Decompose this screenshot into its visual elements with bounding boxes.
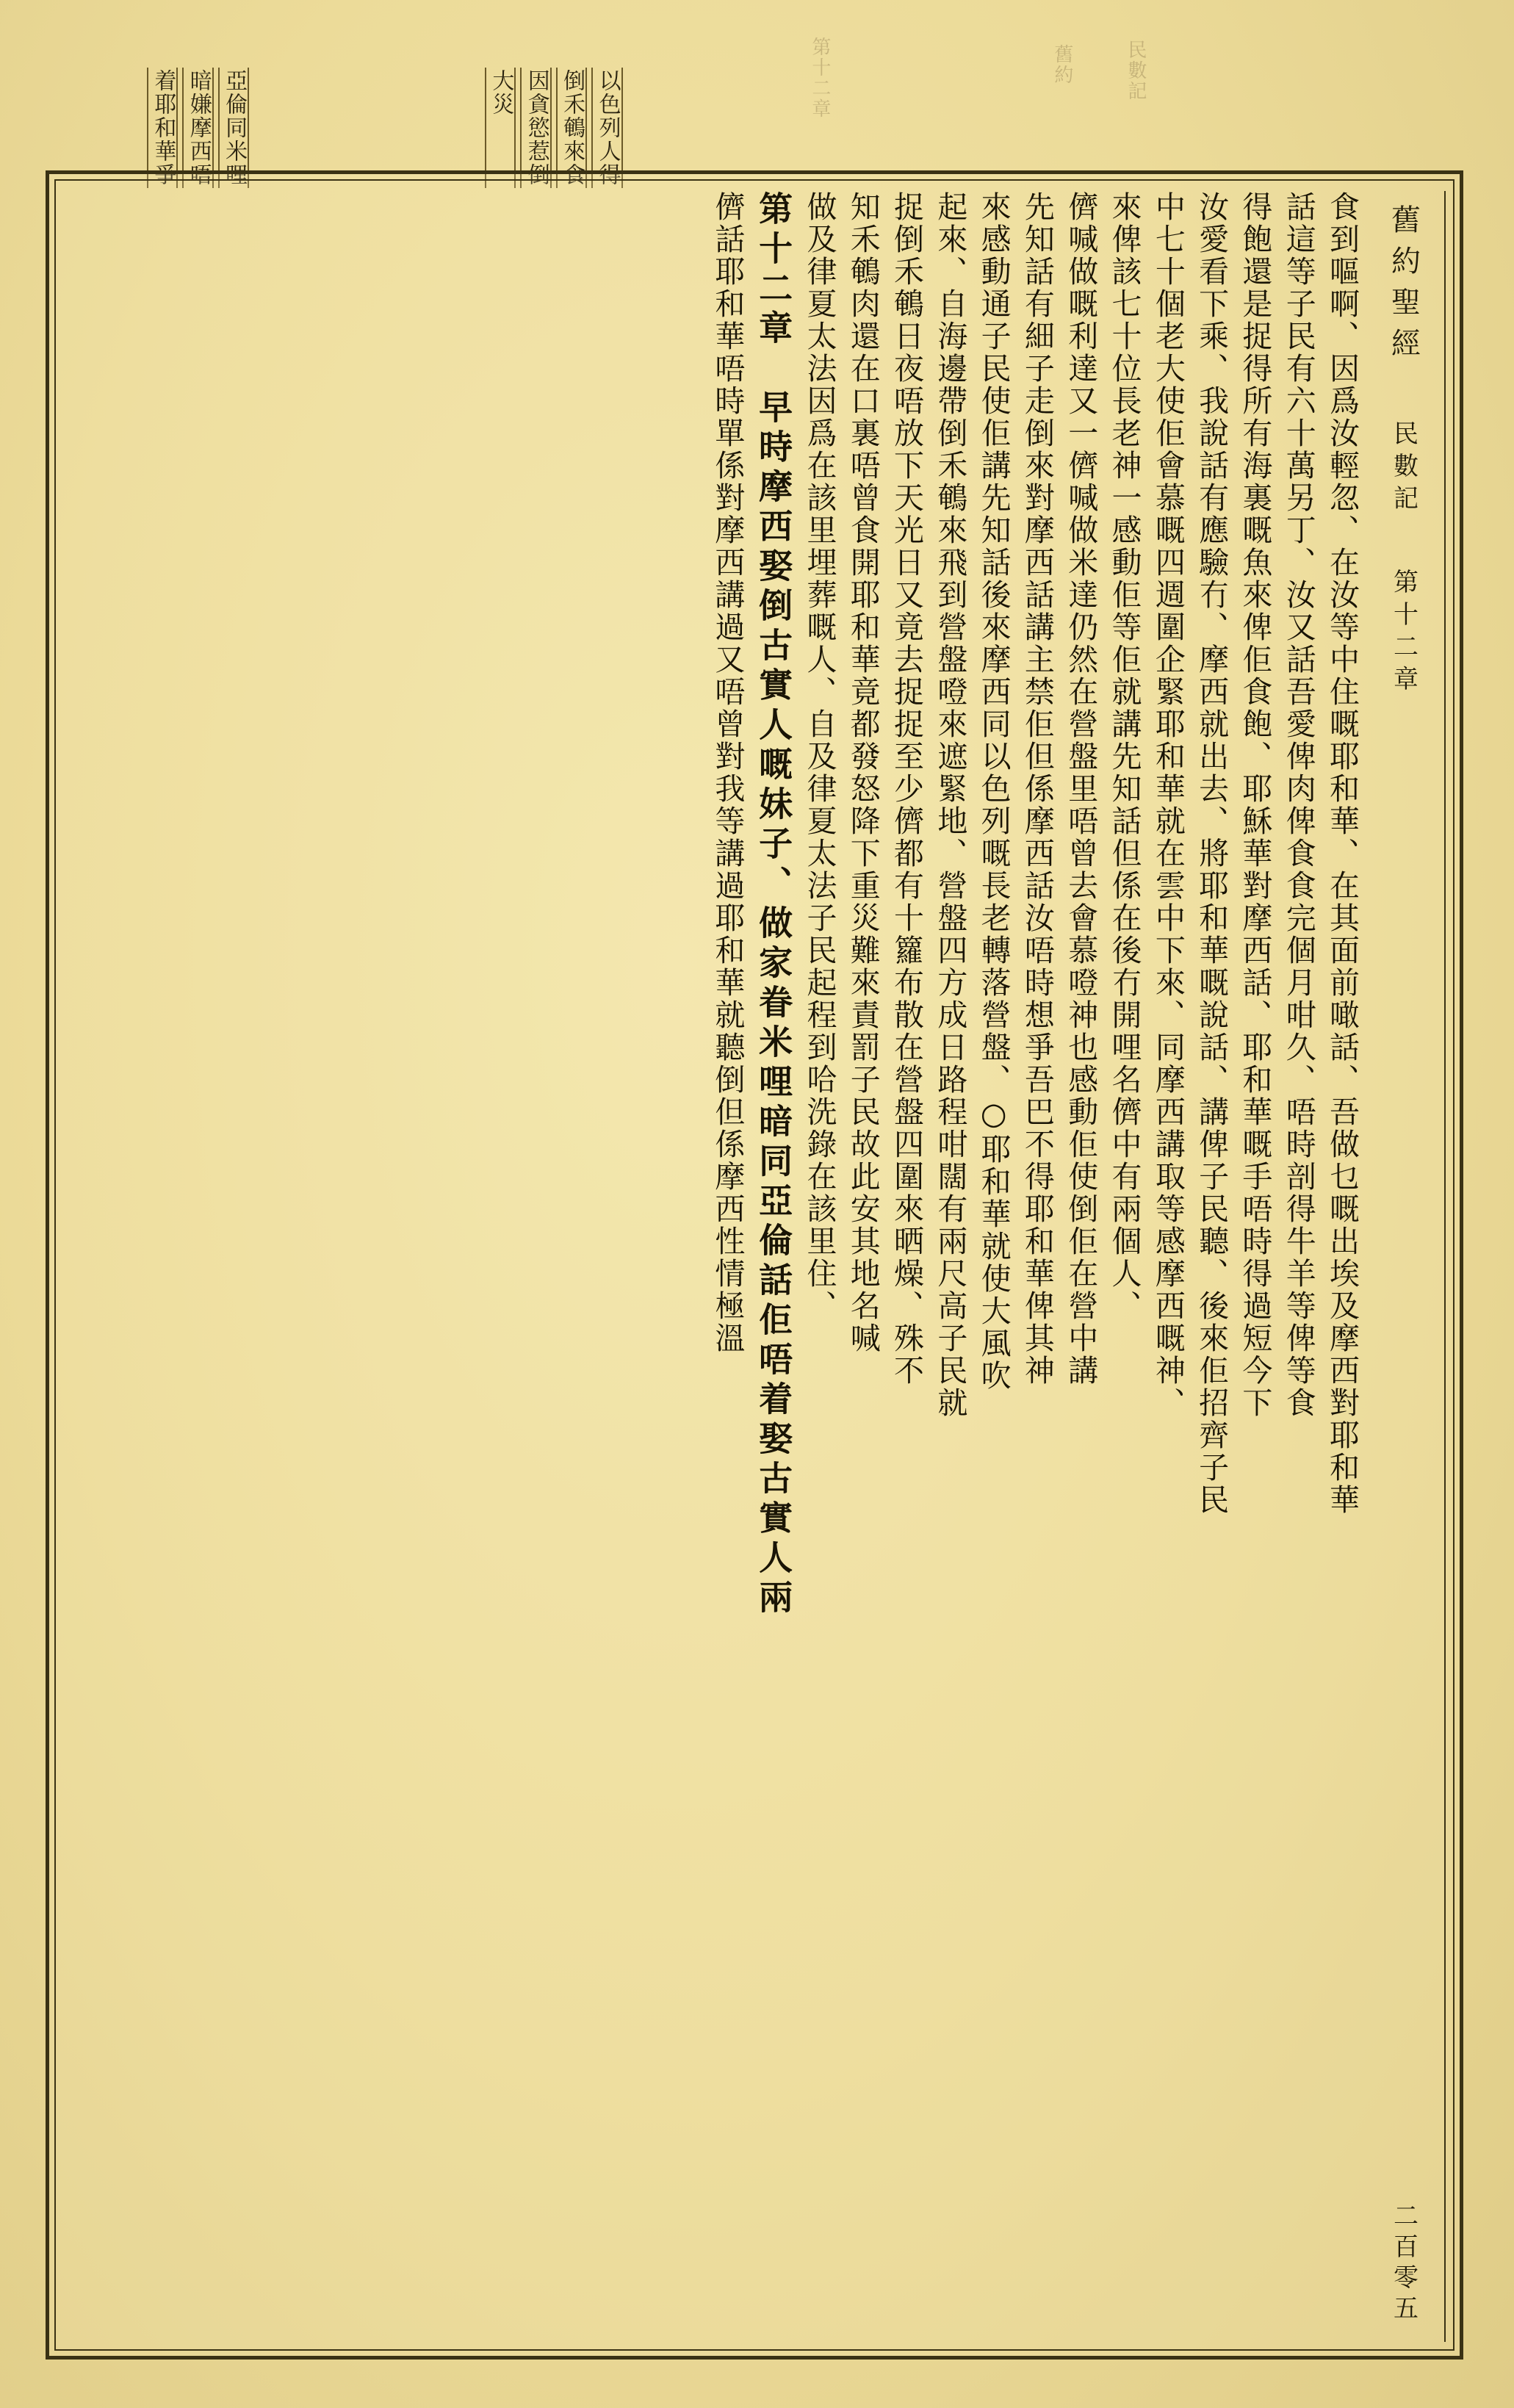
text-frame <box>46 170 1463 2360</box>
text-frame-inner <box>54 179 1454 2351</box>
text-column: 知禾鵪肉還在口裏唔曾食開耶和華竟都發怒降下重災難來責罰子民故此安其地名喊 <box>845 191 881 1355</box>
book-name: 民數記 <box>1388 420 1419 517</box>
chapter-heading-column: 第十二章 早時摩西娶倒古實人嘅妹子、做家眷米哩暗同亞倫話佢唔着娶古實人兩 <box>754 191 794 1619</box>
text-column: 來俾該七十位長老神一感動佢等佢就講先知話但係在後冇開哩名儕中有兩個人、 <box>1106 191 1142 1322</box>
faint-watermark: 民數記 <box>1124 40 1147 101</box>
page-number: 二百零五 <box>1388 2202 1419 2326</box>
margin-note-column: 着耶和華爭 <box>147 68 178 188</box>
text-column: 儕話耶和華唔時單係對摩西講過又唔曾對我等講過耶和華就聽倒但係摩西性情極溫 <box>710 191 746 1355</box>
margin-note-column: 因貪慾惹倒 <box>520 68 551 188</box>
main-text-body <box>63 191 1363 2342</box>
margin-note-column: 以色列人得 <box>591 68 622 188</box>
text-column: 捉倒禾鵪日夜唔放下天光日又竟去捉捉至少儕都有十籮布散在營盤四圍來晒燥、殊不 <box>889 191 925 1387</box>
text-column: 食到嘔啊、因爲汝輕忽、在汝等中住嘅耶和華、在其面前噉話、吾做乜嘅出埃及摩西對耶和華 <box>1324 191 1360 1516</box>
text-column: 起來、自海邊帶倒禾鵪來飛到營盤噔來遮緊地、營盤四方成日路程咁闊有兩尺高子民就 <box>932 191 968 1419</box>
margin-note-column: 亞倫同米哩 <box>218 68 249 188</box>
chapter-label: 第十二章 <box>1388 569 1419 698</box>
spine-column <box>1363 191 1446 2342</box>
margin-note-column: 暗嫌摩西唔 <box>182 68 213 188</box>
text-column: 得飽還是捉得所有海裏嘅魚來俾佢食飽、耶穌華對摩西話、耶和華嘅手唔時得過短今下 <box>1237 191 1273 1419</box>
margin-note-column: 大災 <box>485 68 516 188</box>
faint-watermark: 舊約 <box>1050 44 1073 85</box>
text-column: 儕喊做嘅利達又一儕喊做米達仍然在營盤里唔曾去會慕噔神也感動佢使倒佢在營中講 <box>1063 191 1099 1387</box>
text-column: 話這等子民有六十萬另丁、汝又話吾愛俾肉俾食食完個月咁久、唔時剖得牛羊等俾等食 <box>1280 191 1316 1419</box>
text-column: 汝愛看下乘、我說話有應驗冇、摩西就出去、將耶和華嘅說話、講俾子民聽、後來佢招齊子民 <box>1194 191 1230 1516</box>
margin-note-column: 倒禾鵪來食 <box>556 68 587 188</box>
text-column: 先知話有細子走倒來對摩西話講主禁佢但係摩西話汝唔時想爭吾巴不得耶和華俾其神 <box>1019 191 1055 1387</box>
text-column: 中七十個老大使佢會慕嘅四週圍企緊耶和華就在雲中下來、同摩西講取等感摩西嘅神、 <box>1150 191 1186 1419</box>
book-title: 舊約聖經 <box>1386 204 1421 369</box>
faint-watermark: 第十二章 <box>808 37 831 119</box>
text-column: 做及律夏太法因爲在該里埋葬嘅人、自及律夏太法子民起程到哈洗錄在該里住、 <box>801 191 837 1322</box>
text-column: 來感動通子民使佢講先知話後來摩西同以色列嘅長老轉落營盤、○耶和華就使大風吹 <box>976 191 1012 1392</box>
